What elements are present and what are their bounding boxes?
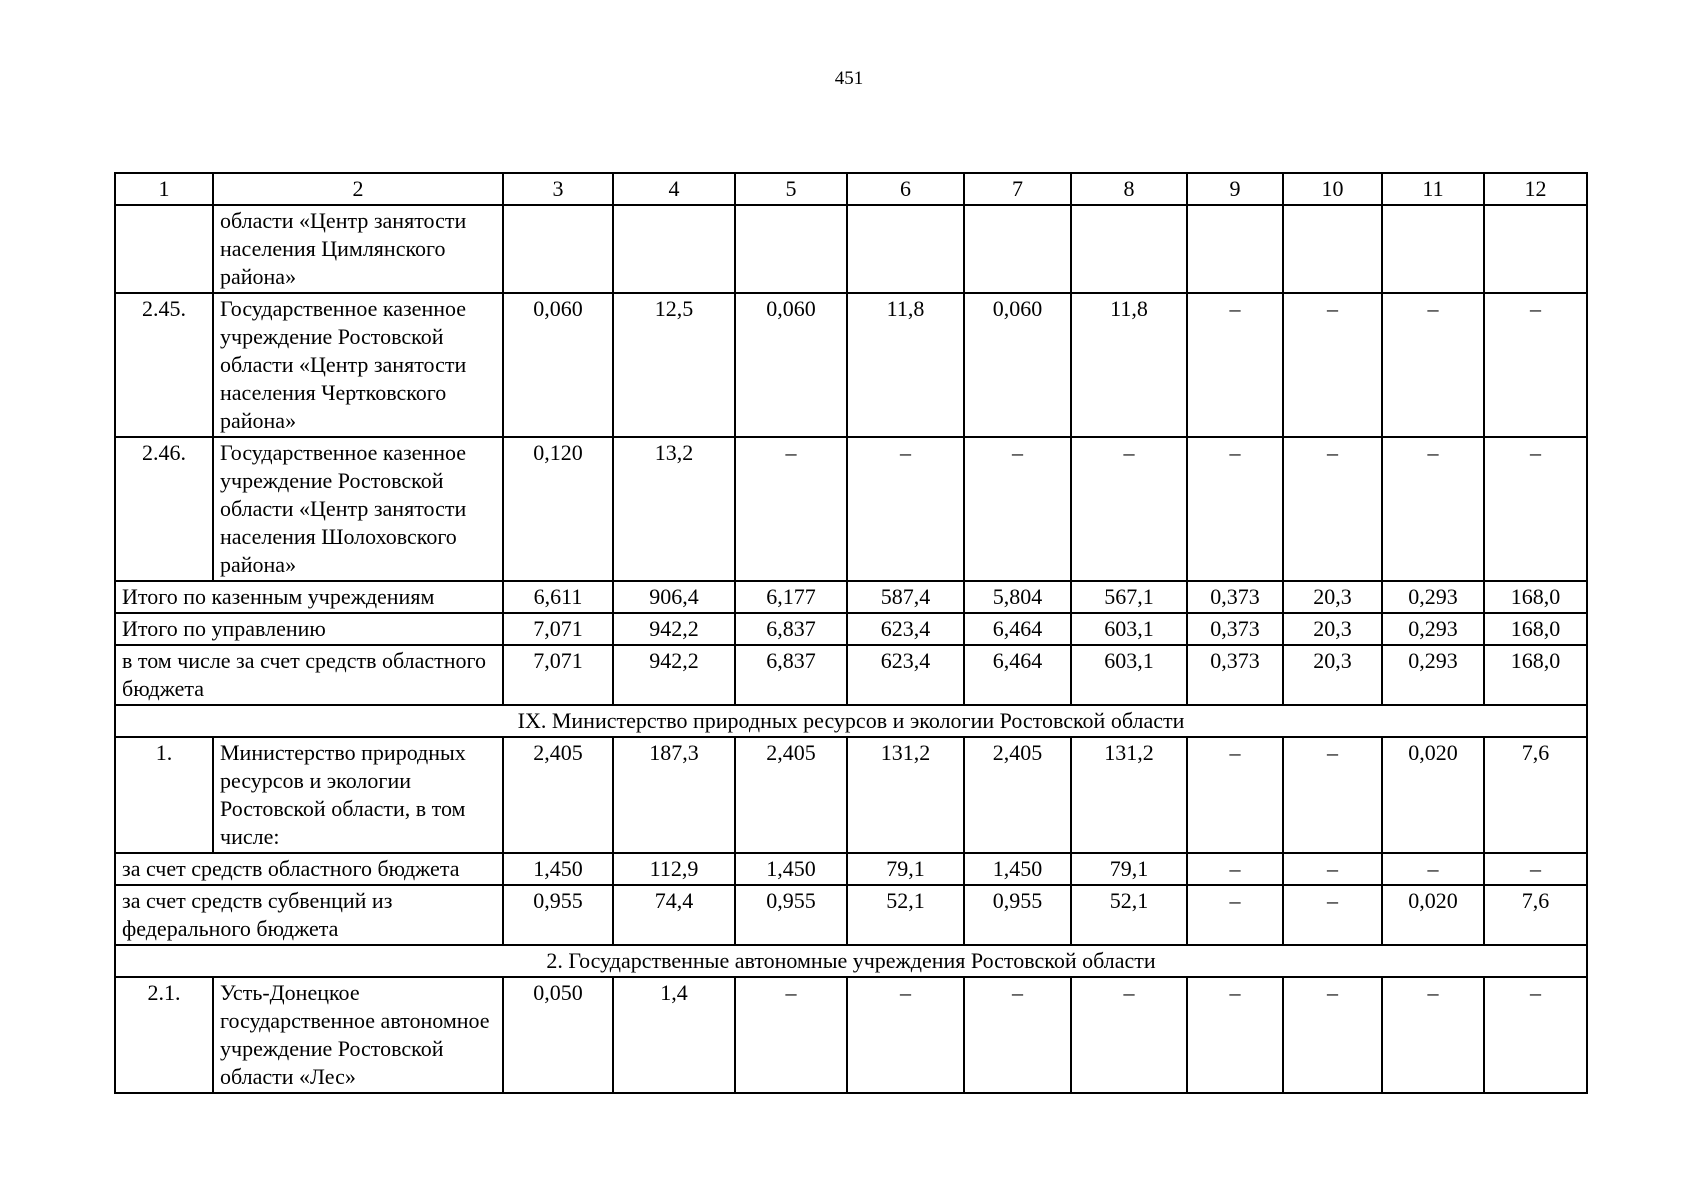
column-header: 2 (213, 173, 503, 205)
value-cell: – (1382, 977, 1484, 1093)
value-cell: 6,837 (735, 613, 847, 645)
value-cell: 112,9 (613, 853, 735, 885)
table-row (115, 977, 1587, 1093)
value-cell (964, 205, 1071, 293)
value-cell: 11,8 (1071, 293, 1187, 437)
total-label: за счет средств субвенций из федерального бюджета (115, 885, 503, 945)
value-cell: 1,450 (503, 853, 613, 885)
value-cell: 567,1 (1071, 581, 1187, 613)
value-cell: 12,5 (613, 293, 735, 437)
value-cell: 187,3 (613, 737, 735, 853)
value-cell (1283, 205, 1382, 293)
value-cell: 1,4 (613, 977, 735, 1093)
value-cell (1187, 205, 1283, 293)
value-cell: 131,2 (1071, 737, 1187, 853)
section-row (115, 945, 1587, 977)
value-cell: – (1283, 977, 1382, 1093)
value-cell: 0,293 (1382, 645, 1484, 705)
value-cell (1382, 205, 1484, 293)
value-cell: – (1484, 977, 1587, 1093)
total-row (115, 885, 1587, 945)
value-cell: – (847, 437, 964, 581)
row-name: Государственное казенное учреждение Ростовской области «Центр занятости населения Шолоховского района» (213, 437, 503, 581)
value-cell: – (1187, 853, 1283, 885)
value-cell: – (1187, 293, 1283, 437)
value-cell: 0,060 (503, 293, 613, 437)
value-cell: – (964, 977, 1071, 1093)
value-cell: 79,1 (847, 853, 964, 885)
value-cell (1484, 205, 1587, 293)
value-cell: 0,373 (1187, 613, 1283, 645)
value-cell: 0,020 (1382, 885, 1484, 945)
value-cell: 0,955 (735, 885, 847, 945)
value-cell: 0,050 (503, 977, 613, 1093)
value-cell: 0,373 (1187, 645, 1283, 705)
page-number: 451 (834, 68, 864, 89)
total-row (115, 581, 1587, 613)
value-cell: 0,060 (735, 293, 847, 437)
table-row (115, 293, 1587, 437)
value-cell: – (1071, 977, 1187, 1093)
value-cell: – (735, 977, 847, 1093)
value-cell: – (847, 977, 964, 1093)
value-cell (1071, 205, 1187, 293)
value-cell: 0,293 (1382, 581, 1484, 613)
value-cell: – (1382, 437, 1484, 581)
value-cell (735, 205, 847, 293)
data-table (114, 172, 1588, 1094)
value-cell: – (1283, 293, 1382, 437)
value-cell: 7,6 (1484, 885, 1587, 945)
row-name: Усть-Донецкое государственное автономное учреждение Ростовской области «Лес» (213, 977, 503, 1093)
value-cell: 6,837 (735, 645, 847, 705)
value-cell: 623,4 (847, 645, 964, 705)
row-number: 2.45. (115, 293, 213, 437)
row-number: 2.46. (115, 437, 213, 581)
value-cell: 0,020 (1382, 737, 1484, 853)
value-cell: – (1187, 737, 1283, 853)
value-cell: – (1187, 885, 1283, 945)
value-cell: – (1071, 437, 1187, 581)
value-cell: 623,4 (847, 613, 964, 645)
value-cell: 6,177 (735, 581, 847, 613)
total-label: Итого по управлению (115, 613, 503, 645)
table-row (115, 737, 1587, 853)
row-number (115, 205, 213, 293)
value-cell: 168,0 (1484, 581, 1587, 613)
value-cell: 0,955 (964, 885, 1071, 945)
value-cell: 11,8 (847, 293, 964, 437)
value-cell: – (1187, 437, 1283, 581)
value-cell: 906,4 (613, 581, 735, 613)
value-cell: 942,2 (613, 613, 735, 645)
value-cell: – (964, 437, 1071, 581)
total-label: за счет средств областного бюджета (115, 853, 503, 885)
value-cell: 0,060 (964, 293, 1071, 437)
value-cell: – (1484, 293, 1587, 437)
section-title: IX. Министерство природных ресурсов и экологии Ростовской области (115, 705, 1587, 737)
column-header: 11 (1382, 173, 1484, 205)
value-cell: – (1484, 437, 1587, 581)
value-cell: – (1382, 853, 1484, 885)
column-header: 8 (1071, 173, 1187, 205)
total-row (115, 853, 1587, 885)
value-cell: 1,450 (735, 853, 847, 885)
value-cell: 603,1 (1071, 645, 1187, 705)
value-cell: 0,120 (503, 437, 613, 581)
value-cell: 20,3 (1283, 581, 1382, 613)
column-header: 3 (503, 173, 613, 205)
column-header: 12 (1484, 173, 1587, 205)
value-cell (613, 205, 735, 293)
value-cell: – (1187, 977, 1283, 1093)
row-name: Государственное казенное учреждение Ростовской области «Центр занятости населения Чертковского района» (213, 293, 503, 437)
value-cell: 603,1 (1071, 613, 1187, 645)
value-cell: 587,4 (847, 581, 964, 613)
row-name: области «Центр занятости населения Цимлянского района» (213, 205, 503, 293)
section-row (115, 705, 1587, 737)
value-cell: 0,293 (1382, 613, 1484, 645)
column-header: 4 (613, 173, 735, 205)
value-cell: – (1382, 293, 1484, 437)
value-cell: 52,1 (847, 885, 964, 945)
total-row (115, 613, 1587, 645)
value-cell: 6,464 (964, 645, 1071, 705)
value-cell: 942,2 (613, 645, 735, 705)
value-cell: 168,0 (1484, 645, 1587, 705)
value-cell: 2,405 (964, 737, 1071, 853)
total-row (115, 645, 1587, 705)
value-cell: 74,4 (613, 885, 735, 945)
value-cell (503, 205, 613, 293)
value-cell: – (1283, 885, 1382, 945)
value-cell: – (735, 437, 847, 581)
value-cell: 7,071 (503, 613, 613, 645)
row-name: Министерство природных ресурсов и экологии Ростовской области, в том числе: (213, 737, 503, 853)
value-cell: 20,3 (1283, 613, 1382, 645)
value-cell: 131,2 (847, 737, 964, 853)
value-cell: 79,1 (1071, 853, 1187, 885)
value-cell: 20,3 (1283, 645, 1382, 705)
value-cell: 13,2 (613, 437, 735, 581)
value-cell: 1,450 (964, 853, 1071, 885)
value-cell: – (1283, 737, 1382, 853)
row-number: 2.1. (115, 977, 213, 1093)
value-cell: – (1283, 853, 1382, 885)
column-header: 1 (115, 173, 213, 205)
column-header: 9 (1187, 173, 1283, 205)
total-label: Итого по казенным учреждениям (115, 581, 503, 613)
column-header: 7 (964, 173, 1071, 205)
value-cell: 2,405 (735, 737, 847, 853)
value-cell: 2,405 (503, 737, 613, 853)
value-cell: 0,955 (503, 885, 613, 945)
value-cell: 7,071 (503, 645, 613, 705)
table-row (115, 205, 1587, 293)
value-cell: 5,804 (964, 581, 1071, 613)
value-cell: – (1484, 853, 1587, 885)
value-cell: 52,1 (1071, 885, 1187, 945)
value-cell: 0,373 (1187, 581, 1283, 613)
value-cell: 6,464 (964, 613, 1071, 645)
value-cell (847, 205, 964, 293)
column-header: 5 (735, 173, 847, 205)
table-row (115, 437, 1587, 581)
value-cell: – (1283, 437, 1382, 581)
header-row (115, 173, 1587, 205)
value-cell: 7,6 (1484, 737, 1587, 853)
column-header: 6 (847, 173, 964, 205)
section-title: 2. Государственные автономные учреждения Ростовской области (115, 945, 1587, 977)
value-cell: 168,0 (1484, 613, 1587, 645)
total-label: в том числе за счет средств областного бюджета (115, 645, 503, 705)
row-number: 1. (115, 737, 213, 853)
value-cell: 6,611 (503, 581, 613, 613)
column-header: 10 (1283, 173, 1382, 205)
